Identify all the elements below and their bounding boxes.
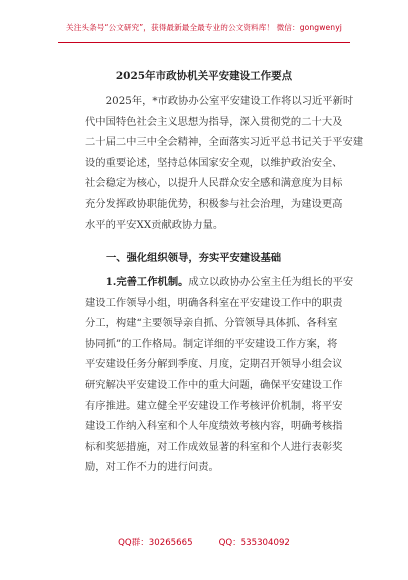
item-line: 建设工作纳入科室和个人年度绩效考核内容，明确考核指 bbox=[85, 420, 343, 433]
promo-banner: 关注头条号“公文研究”，获得最新最全最专业的公文资料库！ 微信：gongwenyj bbox=[66, 23, 342, 32]
intro-line: 设的重要论述，坚持总体国家安全观，以维护政治安全、 bbox=[85, 156, 343, 169]
item-line: 平安建设任务分解到季度、月度，定期召开领导小组会议 bbox=[85, 358, 343, 371]
qq-group-number: QQ群：30265665 bbox=[118, 538, 193, 548]
item-line: 协同抓”的工作格局。制定详细的平安建设工作方案，将 bbox=[85, 337, 338, 350]
item-lead: 1.完善工作机制。 bbox=[105, 276, 189, 288]
header-divider bbox=[58, 42, 350, 43]
footer-contact bbox=[0, 536, 408, 548]
item-line: 建设工作领导小组，明确各科室在平安建设工作中的职责 bbox=[85, 296, 343, 309]
intro-line: 社会稳定为核心，以提升人民群众安全感和满意度为目标 bbox=[85, 177, 343, 190]
item-line: 标和奖惩措施，对工作成效显著的科室和个人进行表彰奖 bbox=[85, 440, 343, 453]
intro-line: 二十届二中三中全会精神，全面落实习近平总书记关于平安建 bbox=[85, 136, 364, 149]
item-paragraph bbox=[85, 272, 354, 478]
item-line: 1.完善工作机制。成立以政协办公室主任为组长的平安 bbox=[105, 276, 354, 288]
item-line: 励，对工作不力的进行问责。 bbox=[85, 461, 219, 474]
item-line: 有序推进。建立健全平安建设工作考核评价机制，将平安 bbox=[85, 399, 343, 412]
intro-line: 充分发挥政协职能优势，积极参与社会治理，为建设更高 bbox=[85, 197, 343, 210]
intro-line: 代中国特色社会主义思想为指导，深入贯彻党的二十大及 bbox=[85, 115, 343, 128]
qq-number: QQ：535304092 bbox=[218, 538, 290, 548]
item-line: 分工，构建“主要领导亲自抓、分管领导具体抓、各科室 bbox=[85, 317, 338, 330]
intro-line: 2025年，*市政协办公室平安建设工作将以习近平新时 bbox=[105, 95, 354, 107]
intro-line: 水平的平安XX贡献政协力量。 bbox=[85, 218, 224, 231]
document-title: 2025年市政协机关平安建设工作要点 bbox=[115, 70, 293, 82]
section-heading: 一、强化组织领导，夯实平安建设基础 bbox=[106, 252, 282, 264]
intro-paragraph bbox=[85, 91, 364, 235]
item-line: 研究解决平安建设工作中的重大问题，确保平安建设工作 bbox=[85, 378, 343, 391]
